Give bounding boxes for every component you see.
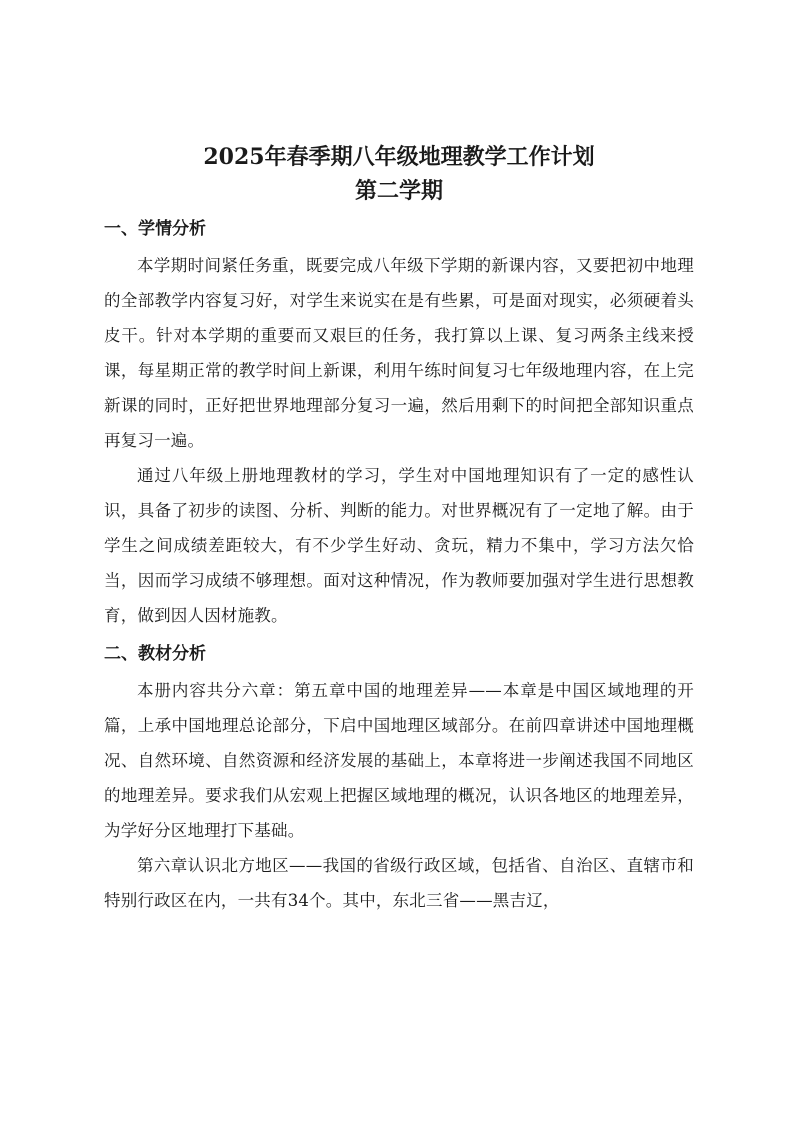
section-heading: 二、教材分析 bbox=[104, 644, 206, 664]
section-textbook-analysis bbox=[104, 639, 694, 918]
section-heading: 一、学情分析 bbox=[104, 219, 206, 239]
document-page bbox=[104, 140, 694, 918]
document-title: 2025年春季期八年级地理教学工作计划 bbox=[203, 144, 595, 170]
paragraph: 第六章认识北方地区——我国的省级行政区域，包括省、自治区、直辖市和特别行政区在内，一共有34个。其中，东北三省——黑吉辽， bbox=[104, 856, 694, 910]
paragraph: 通过八年级上册地理教材的学习，学生对中国地理知识有了一定的感性认识，具备了初步的读图、分析、判断的能力。对世界概况有了一定地了解。由于学生之间成绩差距较大，有不少学生好动、贪玩，精力不集中，学习方法欠恰当，因而学习成绩不够理想。面对这种情况，作为教师要加强对学生进行思想教育，做到因人因材施教。 bbox=[104, 466, 694, 625]
paragraph: 本学期时间紧任务重，既要完成八年级下学期的新课内容，又要把初中地理的全部教学内容复习好，对学生来说实在是有些累，可是面对现实，必须硬着头皮干。针对本学期的重要而又艰巨的任务，我打算以上课、复习两条主线来授课，每星期正常的教学时间上新课，利用午练时间复习七年级地理内容，在上完新课的同时，正好把世界地理部分复习一遍，然后用剩下的时间把全部知识重点再复习一遍。 bbox=[104, 256, 694, 450]
paragraph: 本册内容共分六章：第五章中国的地理差异——本章是中国区域地理的开篇，上承中国地理总论部分，下启中国地理区域部分。在前四章讲述中国地理概况、自然环境、自然资源和经济发展的基础上，本章将进一步阐述我国不同地区的地理差异。要求我们从宏观上把握区域地理的概况，认识各地区的地理差异，为学好分区地理打下基础。 bbox=[104, 681, 694, 840]
document-subtitle: 第二学期 bbox=[354, 178, 443, 204]
section-student-analysis bbox=[104, 214, 694, 633]
